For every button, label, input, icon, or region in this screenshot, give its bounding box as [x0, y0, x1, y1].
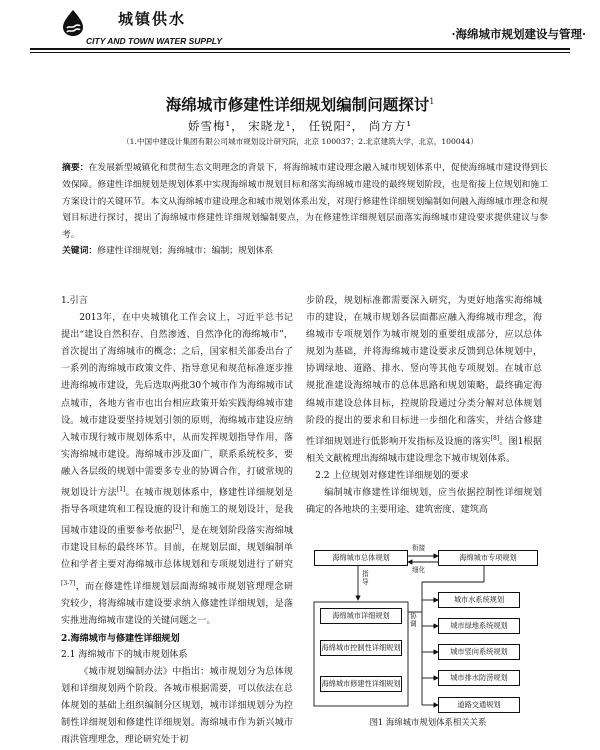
label-guide: 指导 [362, 570, 369, 586]
box-road-plan: 道路交通规划 [438, 697, 520, 713]
author-list: 娇雪梅¹， 宋晓龙¹， 任锐阳²， 尚方方¹ [188, 119, 412, 133]
section-heading-intro: 1.引言 [61, 296, 88, 306]
citation: [2] [172, 524, 182, 532]
abstract-label: 摘要： [62, 163, 89, 173]
paragraph-2-2: 编制城市修建性详细规划，应当依据控制性详细规划确定的各地块的主要用途、建筑密度、建筑高 [306, 488, 542, 516]
header-rule-thin [30, 52, 570, 53]
section-tag: ·海绵城市规划建设与管理· [451, 27, 586, 41]
article-title: 海绵城市修建性详细规划编制问题探讨$^1$ [165, 95, 435, 114]
box-control-plan: 海绵城市控制性详细规划 [320, 640, 402, 656]
abstract-text: 在发展新型城镇化和贯彻生态文明理念的背景下，将海绵城市建设理念融入城市规划体系中，促使海绵城市建设得到长效保障。修建性详细规划是规划体系中实现海绵城市规划目标和落实海绵城市建设的最终规划阶段，也是衔接上位规划和施工方案设计的关键环节。本文从海绵城市建设理念和城市规划体系出发，对现行修建性详细规划编制如何融入海绵城市理念和规划目标进行探讨，提出了海绵城市修建性详细规划编制要点，为在修建性详细规划层面落实海绵城市建设要求提供建议与参考。 [62, 163, 548, 241]
abstract [62, 160, 548, 244]
journal-logo-chinese: 城镇供水 [118, 10, 187, 28]
journal-logo-english: CITY AND TOWN WATER SUPPLY [86, 36, 223, 46]
citation: [1] [116, 486, 126, 494]
figure-caption: 图1 海绵城市规划体系相关关系 [369, 717, 487, 727]
title-footnote-mark: 1 [429, 96, 435, 106]
keywords [62, 244, 548, 258]
box-master-plan: 海绵城市总体规划 [314, 550, 408, 566]
section-heading-2: 2.海绵城市与修建性详细规划 [61, 632, 180, 644]
citation: [3-7] [61, 579, 76, 587]
box-drainage-plan: 城市排水防涝规划 [438, 670, 520, 686]
paragraph-2-1-continued: 步阶段，规划标准都需要深入研究，为更好地落实海绵城市的建设，在城市规划各层面都应融入海绵城市理念，海绵城市专项规划作为城市规划的重要组成部分，应以总体规划为基础，并将海绵城市建设要求反馈到总体规划中，协调绿地、道路、排水、竖向等其他专项规划。在城市总规批准建设海绵城市的总体思路和规划策略，最终确定海绵城市建设总体目标，控规阶段通过分类分解对总体规划阶段的提出的要求和目标进一步细化和落实，并结合修建性详细规划进行低影响开发指标及设施的落实[8]。图1根据相关文献梳理出海绵城市建设理念下城市规划体系。 [306, 296, 542, 464]
label-refine: 细化 [412, 566, 426, 574]
label-coordinate-2: 协调 [410, 612, 417, 628]
keywords-text: 修建性详细规划；海绵城市；编制；规划体系 [97, 246, 274, 256]
citation: [8] [490, 434, 500, 442]
subsection-heading-2-1: 2.1 海绵城市下的城市规划体系 [61, 649, 188, 660]
figure-planning-system [312, 544, 542, 716]
label-coordinate: 衔接 [412, 544, 426, 552]
keywords-label: 关键词： [62, 246, 98, 256]
box-special-plan: 海绵城市专项规划 [438, 550, 538, 566]
box-green-system: 城市绿地系统规划 [438, 618, 520, 634]
affiliations: （1.中国中建设计集团有限公司城市规划设计研究院，北京 100037；2.北京建筑大学，北京，100044） [122, 137, 478, 146]
body-column-left [61, 293, 293, 750]
box-water-system: 城市水系统规划 [438, 592, 520, 608]
subsection-heading-2-2: 2.2 上位规划对修建性详细规划的要求 [315, 470, 469, 481]
box-constructive-plan: 海绵城市修建性详细规划 [320, 676, 402, 692]
box-detailed-plan: 海绵城市详细规划 [320, 608, 402, 624]
paragraph-2-1: 《城市规划编制办法》中指出：城市规划分为总体规划和详细规划两个阶段。各城市根据需要，可以依法在总体规划的基础上组织编制分区规划，城市详细规划分为控制性详细规划和修建性详细规划。海绵城市作为新兴城市雨洪管理理念，理论研究处于初 [61, 667, 293, 746]
box-vertical-system: 城市竖向系统规划 [438, 644, 520, 660]
body-column-right [306, 293, 542, 519]
header-rule [30, 48, 570, 50]
paragraph-intro: 2013年，在中央城镇化工作会议上，习近平总书记提出“建设自然积存、自然渗透、自然净化的海绵城市”，首次提出了海绵城市的概念；之后，国家相关部委出台了一系列的海绵城市政策文件、指导意见和规范标准逐步推进海绵城市建设，先后选取两批30个城市作为海绵城市试点城市，各地方省市也出台相应政策开始实践海绵城市建设。城市建设要坚持规划引领的原则，海绵城市建设应纳入城市现行城市规划体系中，从而发挥规划指导作用，落实海绵城市建设。海绵城市涉及面广，联系系统校多，要融入各层级的规划中需要多专业的协调合作，打破常规的规划设计方法[1]。在城市规划体系中，修建性详细规划是指导各项建筑和工程设施的设计和施工的规划设计，是我国城市建设的重要参考依据[2]，是在规划阶段落实海绵城市建设目标的最终环节。目前，在规划层面，规划编制单位和学者主要对海绵城市总体规划和专项规划进行了研究[3-7]，而在修建性详细规划层面海绵城市规划管理理念研究较少，将海绵城市建设要求纳入修建性详细规划，是落实推进海绵城市建设的关键问题之一。 [61, 313, 293, 626]
logo-emblem [58, 8, 88, 38]
